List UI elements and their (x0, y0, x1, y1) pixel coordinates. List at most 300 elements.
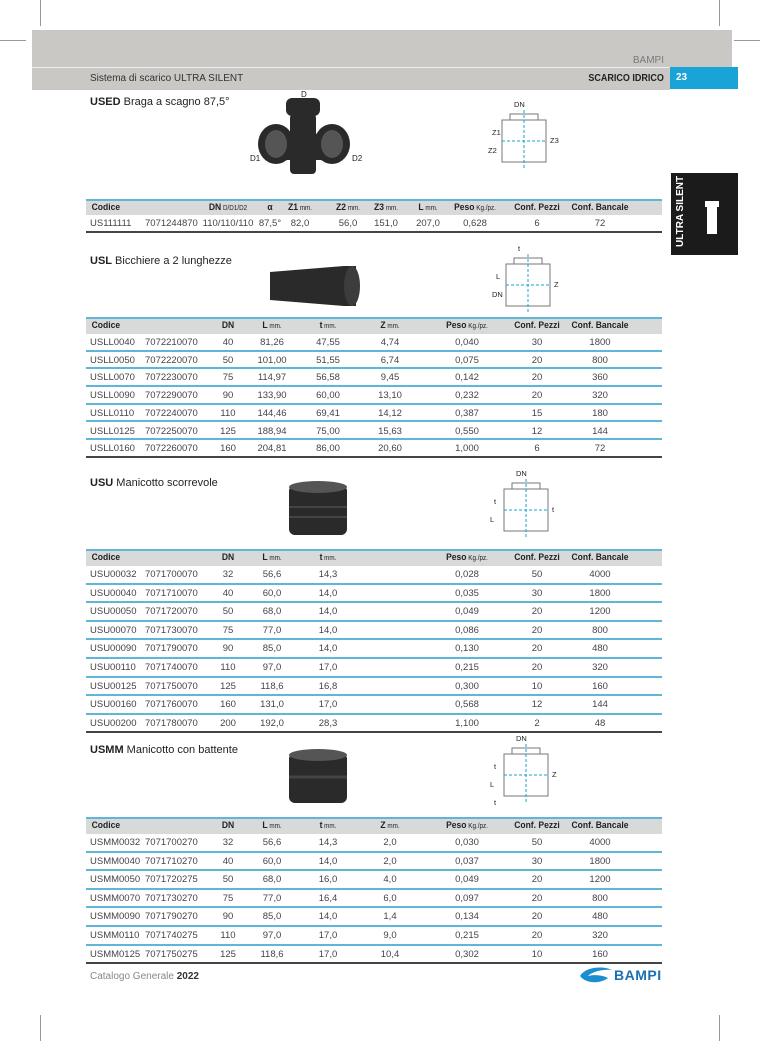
table-row (86, 387, 662, 405)
table-cell: 20 (531, 624, 543, 636)
product-code-cell: USMM0090 (90, 911, 141, 923)
article-number-cell: 7071700070 (145, 569, 198, 580)
column-header-label: DN (208, 202, 222, 213)
table-cell: 14,3 (318, 837, 338, 848)
column-header-label: Conf. Bancale (571, 202, 629, 213)
bampi-logo-icon (578, 964, 614, 984)
column-header (92, 552, 121, 563)
table-cell: 56,6 (262, 837, 282, 848)
table-cell: 77,0 (262, 892, 282, 904)
article-number-cell: 7071790070 (145, 643, 198, 655)
table-cell: 480 (592, 643, 608, 655)
table-cell: 0,302 (455, 948, 479, 960)
product-code-cell: USMM0110 (90, 930, 140, 941)
article-number-cell: 7072210070 (145, 337, 198, 348)
section-title: SCARICO IDRICO (588, 73, 664, 84)
table-cell: 0,049 (455, 606, 479, 618)
drawing-dimension-label: Z3 (550, 136, 559, 145)
product-code-cell: USMM0040 (90, 855, 141, 867)
product-photo (283, 747, 353, 812)
table-cell: 320 (592, 662, 608, 673)
table-cell: 20 (531, 874, 543, 886)
column-header-unit: Kg./pz. (474, 205, 496, 212)
table-row (86, 696, 662, 715)
column-header-label: Conf. Pezzi (514, 320, 560, 331)
product-title (90, 744, 238, 756)
crop-mark (0, 40, 26, 41)
article-number-cell: 7072260070 (145, 443, 198, 455)
product-code-cell: USU00200 (90, 717, 137, 729)
table-cell: 87,5° (258, 218, 282, 229)
table-cell: 0,037 (455, 855, 479, 867)
column-header (431, 552, 503, 563)
column-header (354, 820, 426, 831)
table-cell: 200 (220, 717, 236, 729)
product-name: Manicotto scorrevole (113, 477, 218, 489)
product-code-cell: USLL0070 (90, 372, 135, 384)
table-cell: 0,130 (455, 643, 479, 655)
table-cell: 118,6 (260, 948, 284, 960)
drawing-dimension-label: t (494, 762, 497, 771)
table-cell: 133,90 (257, 390, 287, 402)
table-cell: 9,0 (383, 930, 397, 941)
table-cell: 0,030 (455, 837, 479, 848)
table-header (86, 199, 662, 215)
footer-catalog (90, 971, 199, 982)
column-header-label: Conf. Pezzi (514, 820, 560, 831)
product-code-cell: USLL0160 (90, 443, 135, 455)
article-number-cell: 7071710070 (145, 587, 198, 599)
column-header (564, 552, 636, 563)
table-cell: 14,12 (378, 407, 402, 419)
drawing-dimension-label: Z2 (488, 146, 497, 155)
table-cell: 144,46 (257, 407, 287, 419)
table-cell: 9,45 (380, 372, 400, 384)
table-row (86, 215, 662, 233)
table-cell: 192,0 (260, 717, 284, 729)
article-number-cell: 7072220070 (145, 354, 198, 366)
table-cell: 0,550 (455, 425, 479, 437)
table-cell: 0,040 (455, 337, 479, 348)
table-cell: 17,0 (318, 699, 338, 711)
table-cell: 20 (531, 372, 543, 384)
column-header-label: Codice (91, 320, 121, 331)
table-cell: 20 (531, 892, 543, 904)
photo-dimension-label: D1 (250, 154, 261, 163)
table-cell: 0,134 (455, 911, 479, 923)
series-title: Sistema di scarico ULTRA SILENT (90, 73, 244, 84)
column-header-label: Peso (446, 320, 467, 331)
table-cell: 85,0 (262, 911, 282, 923)
product-code-cell: USU00050 (90, 606, 137, 618)
table-cell: 4000 (589, 569, 611, 580)
column-header-label: Conf. Bancale (571, 820, 629, 831)
table-cell: 72 (594, 443, 606, 455)
table-cell: 14,0 (318, 643, 338, 655)
table-cell: 56,6 (262, 569, 282, 580)
column-header-label: DN (221, 320, 235, 331)
table-cell: 1200 (589, 606, 611, 618)
table-cell: 20 (531, 390, 543, 402)
table-cell: 2,0 (383, 855, 397, 867)
product-title (90, 477, 218, 489)
table-row (86, 622, 662, 641)
product-code-cell: USMM0125 (90, 948, 141, 960)
table-cell: 75 (222, 372, 234, 384)
table-row (86, 369, 662, 387)
table-cell: 188,94 (257, 425, 287, 437)
table-cell: 77,0 (262, 624, 282, 636)
drawing-dimension-label: Z (554, 280, 559, 289)
table-cell: 16,0 (318, 874, 338, 886)
article-number-cell: 7071730270 (145, 892, 198, 904)
table-cell: 30 (531, 337, 543, 348)
table-cell: 320 (592, 390, 608, 402)
product-photo (248, 90, 368, 191)
column-header-unit: mm. (322, 323, 337, 330)
product-code-cell: USLL0050 (90, 354, 135, 366)
column-header-label: L (262, 320, 268, 331)
table-cell: 160 (592, 680, 608, 692)
drawing-dimension-label: DN (516, 469, 527, 478)
table-cell: 160 (592, 948, 608, 960)
drawing-dimension-label: L (490, 515, 495, 524)
column-header-unit: mm. (267, 555, 282, 562)
product-code-cell: USU00040 (90, 587, 137, 599)
product-code-cell: USMM0032 (90, 837, 141, 848)
drawing-dimension-label: DN (516, 734, 527, 743)
table-row (86, 834, 662, 853)
photo-dimension-label: D2 (352, 154, 363, 163)
table-cell: 20 (531, 606, 543, 618)
logo-text: BAMPI (614, 967, 662, 983)
product-code-cell: USLL0040 (90, 337, 135, 348)
drawing-dimension-label: DN (514, 100, 525, 109)
table-cell: 97,0 (262, 662, 282, 673)
table-cell: 14,0 (318, 911, 338, 923)
table-cell: 0,086 (455, 624, 479, 636)
header-brand: BAMPI (632, 55, 664, 66)
table-cell: 20 (531, 354, 543, 366)
header-band-right (670, 30, 732, 67)
product-code-cell: USLL0110 (90, 407, 135, 419)
column-header (354, 320, 426, 331)
table-cell: 480 (592, 911, 608, 923)
table-cell: 4,0 (383, 874, 397, 886)
article-number-cell: 7071720070 (145, 606, 198, 618)
table-cell: 0,300 (455, 680, 479, 692)
table-cell: 20 (531, 643, 543, 655)
drawing-dimension-label: t (494, 798, 497, 807)
table-cell: 50 (222, 606, 234, 618)
table-cell: 180 (592, 407, 608, 419)
product-code-cell: USMM0070 (90, 892, 141, 904)
article-number-cell: 7072250070 (145, 425, 198, 437)
table-cell: 40 (222, 855, 234, 867)
table-cell: 75 (222, 892, 234, 904)
column-header (92, 320, 121, 331)
table-cell: 50 (531, 837, 543, 848)
article-number-cell: 7072240070 (145, 407, 198, 419)
table-cell: 14,3 (318, 569, 338, 580)
column-header-label: Z1 (288, 202, 298, 213)
column-header-label: Conf. Bancale (571, 552, 629, 563)
table-cell: 360 (592, 372, 608, 384)
column-header-label: α (267, 202, 273, 213)
drawing-dimension-label: t (518, 244, 521, 253)
footer-catalog-label: Catalogo Generale (90, 971, 174, 982)
table-cell: 51,55 (316, 354, 340, 366)
pipe-cap-icon (705, 201, 719, 207)
table-cell: 13,10 (378, 390, 402, 402)
table-cell: 101,00 (257, 354, 287, 366)
table-cell: 118,6 (260, 680, 284, 692)
technical-drawing (486, 469, 566, 550)
column-header-label: t (319, 552, 323, 563)
product-code-cell: USLL0125 (90, 425, 135, 437)
article-number-cell: 7071740275 (145, 930, 198, 941)
drawing-dimension-label: t (552, 505, 555, 514)
product-code-cell: US111111 (90, 218, 132, 229)
column-header-label: Conf. Pezzi (514, 552, 560, 563)
column-header-label: DN (221, 820, 235, 831)
table-cell: 320 (592, 930, 608, 941)
product-name: Braga a scagno 87,5° (120, 96, 230, 108)
table-row (86, 890, 662, 909)
article-number-cell: 7072290070 (145, 390, 198, 402)
article-number-cell: 7071750275 (145, 948, 198, 960)
table-cell: 60,00 (316, 390, 340, 402)
column-header (501, 202, 573, 213)
table-cell: 12 (531, 699, 543, 711)
table-row (86, 585, 662, 604)
table-cell: 110 (220, 930, 236, 941)
product-code: USED (90, 96, 121, 108)
product-code-cell: USU00090 (90, 643, 137, 655)
table-cell: 1800 (589, 855, 611, 867)
table-cell: 50 (222, 354, 234, 366)
table-row (86, 659, 662, 678)
table-row (86, 946, 662, 965)
table-cell: 85,0 (262, 643, 282, 655)
drawing-dimension-label: Z (552, 770, 557, 779)
column-header-unit: Kg./pz. (466, 555, 488, 562)
table-cell: 0,215 (455, 662, 479, 673)
footer-year: 2022 (176, 971, 199, 982)
table-cell: 800 (592, 892, 608, 904)
table-cell: 90 (222, 643, 234, 655)
column-header (564, 202, 636, 213)
product-code-cell: USU00070 (90, 624, 137, 636)
table-row (86, 927, 662, 946)
column-header-unit: mm. (385, 823, 400, 830)
column-header-label: Z (380, 320, 386, 331)
column-header (564, 820, 636, 831)
table-cell: 32 (222, 837, 234, 848)
column-header (292, 552, 364, 563)
table-cell: 131,0 (260, 699, 284, 711)
side-tab-label: ULTRA SILENT (675, 175, 686, 247)
table-cell: 6 (534, 218, 540, 229)
column-header-unit: D/D1/D2 (221, 205, 248, 212)
side-tab (671, 173, 738, 255)
table-cell: 97,0 (262, 930, 282, 941)
table-cell: 110 (220, 662, 236, 673)
article-number-cell: 7071740070 (145, 662, 198, 673)
product-code-cell: USLL0090 (90, 390, 135, 402)
product-code-cell: USU00110 (90, 662, 136, 673)
product-name: Bicchiere a 2 lunghezze (112, 255, 232, 267)
article-number-cell: 7071710270 (145, 855, 198, 867)
product-name: Manicotto con battente (123, 744, 238, 756)
table-cell: 110 (220, 407, 236, 419)
table-cell: 20 (531, 662, 543, 673)
table-cell: 14,0 (318, 606, 338, 618)
column-header-label: Peso (454, 202, 475, 213)
table-row (86, 603, 662, 622)
bampi-logo (578, 964, 662, 989)
table-cell: 90 (222, 911, 234, 923)
photo-dimension-label: D (301, 90, 307, 99)
table-cell: 30 (531, 855, 543, 867)
article-number-cell: 7071730070 (145, 624, 198, 636)
table-row (86, 853, 662, 872)
page-number: 23 (670, 67, 738, 89)
table-cell: 90 (222, 390, 234, 402)
drawing-dimension-label: DN (492, 290, 503, 299)
table-cell: 17,0 (318, 662, 338, 673)
table-cell: 1800 (589, 337, 611, 348)
product-photo (264, 262, 364, 317)
table-cell: 81,26 (260, 337, 284, 348)
table-cell: 50 (222, 874, 234, 886)
table-cell: 4000 (589, 837, 611, 848)
table-cell: 60,0 (262, 587, 282, 599)
table-row (86, 440, 662, 458)
table-cell: 72 (594, 218, 606, 229)
drawing-dimension-label: L (490, 780, 495, 789)
article-number-cell: 7071720275 (145, 874, 198, 886)
table-cell: 50 (531, 569, 543, 580)
table-cell: 204,81 (257, 443, 287, 455)
table-cell: 1200 (589, 874, 611, 886)
table-cell: 0,075 (455, 354, 479, 366)
table-cell: 16,8 (318, 680, 338, 692)
table-cell: 800 (592, 354, 608, 366)
table-cell: 144 (592, 425, 608, 437)
column-header (92, 820, 121, 831)
table-cell: 10 (531, 948, 543, 960)
product-code: USMM (90, 744, 124, 756)
column-header-label: Z3 (374, 202, 384, 213)
table-row (86, 715, 662, 734)
table-cell: 56,58 (316, 372, 340, 384)
product-photo (283, 479, 353, 544)
table-row (86, 405, 662, 423)
column-header-unit: mm. (383, 205, 398, 212)
column-header-label: Peso (446, 552, 467, 563)
column-header-label: Conf. Pezzi (514, 202, 560, 213)
column-header-label: Codice (91, 820, 121, 831)
table-row (86, 871, 662, 890)
table-cell: 40 (222, 587, 234, 599)
column-header-label: t (319, 820, 323, 831)
table-cell: 2 (534, 717, 540, 729)
table-cell: 0,142 (455, 372, 479, 384)
table-cell: 86,00 (316, 443, 340, 455)
table-cell: 144 (592, 699, 608, 711)
table-header (86, 817, 662, 834)
table-cell: 160 (220, 443, 236, 455)
table-cell: 207,0 (416, 218, 440, 229)
table-cell: 114,97 (257, 372, 287, 384)
table-cell: 15,63 (378, 425, 402, 437)
table-cell: 0,628 (463, 218, 487, 229)
column-header-unit: mm. (385, 323, 400, 330)
column-header-label: DN (221, 552, 235, 563)
crop-mark (719, 1015, 720, 1041)
table-cell: 60,0 (262, 855, 282, 867)
column-header-unit: mm. (423, 205, 438, 212)
product-code: USU (90, 477, 114, 489)
table-cell: 40 (222, 337, 234, 348)
table-row (86, 640, 662, 659)
column-header-label: L (418, 202, 424, 213)
table-cell: 68,0 (262, 874, 282, 886)
table-cell: 14,0 (318, 587, 338, 599)
table-cell: 28,3 (318, 717, 338, 729)
table-cell: 6,0 (383, 892, 397, 904)
table-cell: 30 (531, 587, 543, 599)
table-header (86, 317, 662, 334)
table-cell: 0,097 (455, 892, 479, 904)
table-cell: 82,0 (290, 218, 310, 229)
table-cell: 160 (220, 699, 236, 711)
article-number-cell: 7072230070 (145, 372, 198, 384)
crop-mark (40, 0, 41, 26)
technical-drawing (486, 734, 566, 815)
table-cell: 1800 (589, 587, 611, 599)
article-number-cell: 7071750070 (145, 680, 198, 692)
product-code-cell: USU00032 (90, 569, 137, 580)
table-cell: 16,4 (318, 892, 338, 904)
table-cell: 0,028 (455, 569, 479, 580)
column-header-label: Z (380, 820, 386, 831)
column-header (431, 820, 503, 831)
table-cell: 75 (222, 624, 234, 636)
product-code-cell: USU00125 (90, 680, 137, 692)
table-cell: 17,0 (318, 930, 338, 941)
table-cell: 6,74 (380, 354, 400, 366)
table-cell: 0,232 (455, 390, 479, 402)
table-cell: 125 (220, 680, 236, 692)
table-row (86, 352, 662, 370)
pipe-icon (707, 203, 717, 234)
table-cell: 12 (531, 425, 543, 437)
column-header (564, 320, 636, 331)
article-number-cell: 7071244870 (145, 218, 198, 229)
table-cell: 20,60 (378, 443, 402, 455)
article-number-cell: 7071760070 (145, 699, 198, 711)
table-cell: 20 (531, 911, 543, 923)
table-cell: 1,100 (455, 717, 479, 729)
technical-drawing (488, 244, 568, 325)
column-header-label: Peso (446, 820, 467, 831)
product-code: USL (90, 255, 112, 267)
column-header-unit: mm. (322, 823, 337, 830)
column-header-label: L (262, 552, 268, 563)
table-cell: 151,0 (374, 218, 398, 229)
